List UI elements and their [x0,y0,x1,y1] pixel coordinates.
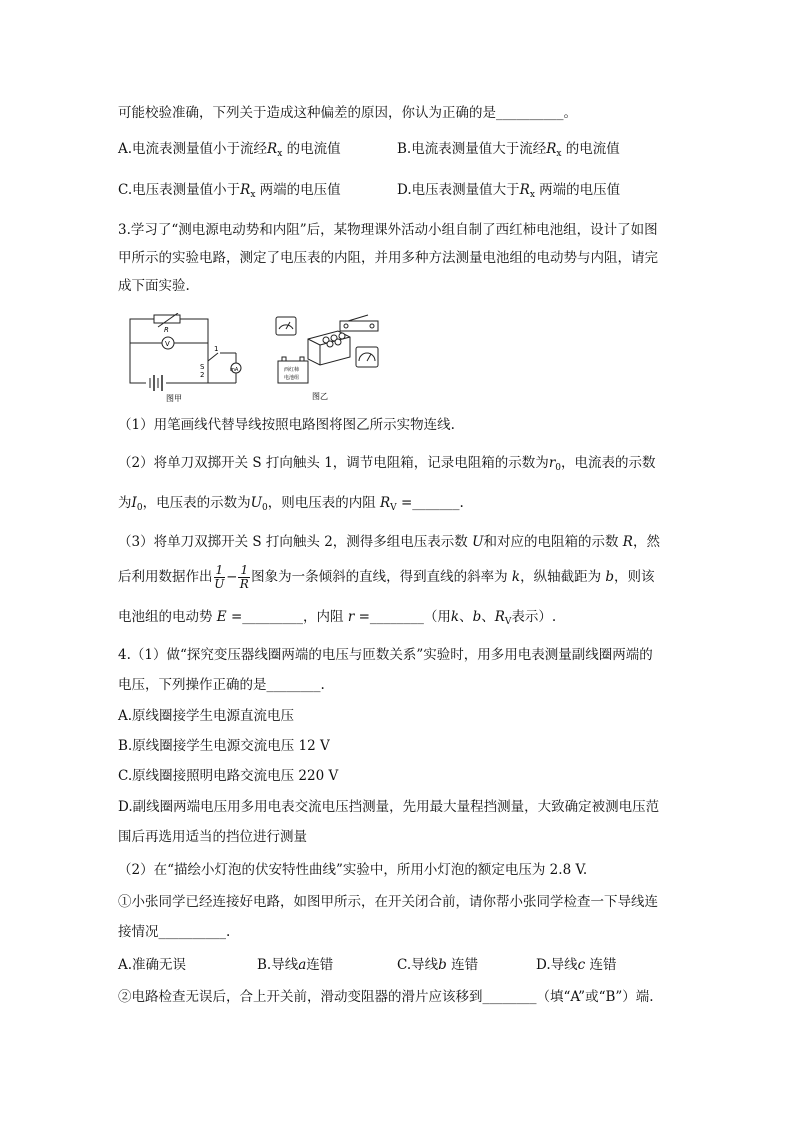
fraction-1-over-r: $\frac{1}{R}$ [239,563,249,591]
q4-option-d-2: 围后再选用适当的挡位进行测量 [118,829,307,845]
q4-choice-d: D.导线c 连错 [536,957,617,973]
option-b: B.电流表测量值大于流经$R_x$ 的电流值 [397,141,620,159]
q3-line-1: 3.学习了“测电源电动势和内阻”后，某物理课外活动小组自制了西红柿电池组，设计了如图 [118,222,658,238]
q3-part-2a: （2）将单刀双掷开关 S 打向触头 1，调节电阻箱，记录电阻箱的示数为$r_0$，电流表的示数 [118,455,656,473]
label-r: R [164,326,169,334]
q4-part-2: （2）在“描绘小灯泡的伏安特性曲线”实验中，所用小灯泡的额定电压为 2.8 V. [118,862,588,878]
q3-part-1: （1）用笔画线代替导线按照电路图将图乙所示实物连线. [118,417,455,433]
q3-part-3c: 电池组的电动势 E =_________，内阻 r =________（用k、b、$R_V$表示）. [118,609,557,627]
option-d: D.电压表测量值大于$R_x$ 两端的电压值 [397,182,621,200]
q3-part-2b: 为$I_0$，电压表的示数为$U_0$，则电压表的内阻 $R_V$ =_______. [118,495,464,513]
text-line: 可能校验准确，下列关于造成这种偏差的原因，你认为正确的是__________。 [118,105,577,121]
option-c: C.电压表测量值小于$R_x$ 两端的电压值 [118,182,341,200]
label-2: 2 [200,371,205,379]
q4-part-2-1: ①小张同学已经连接好电路，如图甲所示，在开关闭合前，请你帮小张同学检查一下导线连 [118,894,658,910]
q4-option-c: C.原线圈接照明电路交流电压 220 V [118,768,339,784]
caption-jia: 图甲 [166,394,182,403]
label-v: V [165,340,170,348]
q4-choice-b: B.导线a连错 [257,957,334,973]
q3-line-2: 甲所示的实验电路，测定了电压表的内阻，并用多种方法测量电池组的电动势与内阻，请完 [118,250,658,266]
apparatus-diagram-yi [268,313,386,403]
q4-option-d-1: D.副线圈两端电压用多用电表交流电压挡测量，先用最大量程挡测量，大致确定被测电压范 [118,799,660,815]
battery-label-1: 西红柿 [284,367,300,373]
q3-part-3b: 后利用数据作出 $\frac{1}{U}$ − $\frac{1}{R}$ 图象为一条倾斜的直线，得到直线的斜率为 k，纵轴截距为 b，则该 [118,563,655,591]
q4-option-a: A.原线圈接学生电源直流电压 [118,708,295,724]
label-ma: mA [230,367,239,373]
q4-line-2: 电压，下列操作正确的是________. [118,677,325,693]
q4-option-b: B.原线圈接学生电源交流电压 12 V [118,738,330,754]
caption-yi: 图乙 [312,392,328,401]
q3-part-3a: （3）将单刀双掷开关 S 打向触头 2，测得多组电压表示数 U和对应的电阻箱的示数 R，然 [118,534,660,550]
circuit-diagram-jia [124,313,246,403]
q4-part-2-3: ②电路检查无误后，合上开关前，滑动变阻器的滑片应该移到________（填“A”或“B”）端. [118,989,654,1005]
option-a: A.电流表测量值小于流经$R_x$ 的电流值 [118,141,341,159]
q4-choice-c: C.导线b 连错 [397,957,479,973]
label-s: S [200,363,205,371]
fraction-1-over-u: $\frac{1}{U}$ [214,563,225,591]
q4-choice-a: A.准确无误 [118,957,187,973]
q4-part-2-2: 接情况__________. [118,924,231,940]
battery-label-2: 电池组 [284,375,300,381]
q3-line-3: 成下面实验. [118,278,190,294]
label-1: 1 [214,345,219,353]
q4-line-1: 4.（1）做“探究变压器线圈两端的电压与匝数关系”实验时，用多用电表测量副线圈两端的 [118,647,653,663]
